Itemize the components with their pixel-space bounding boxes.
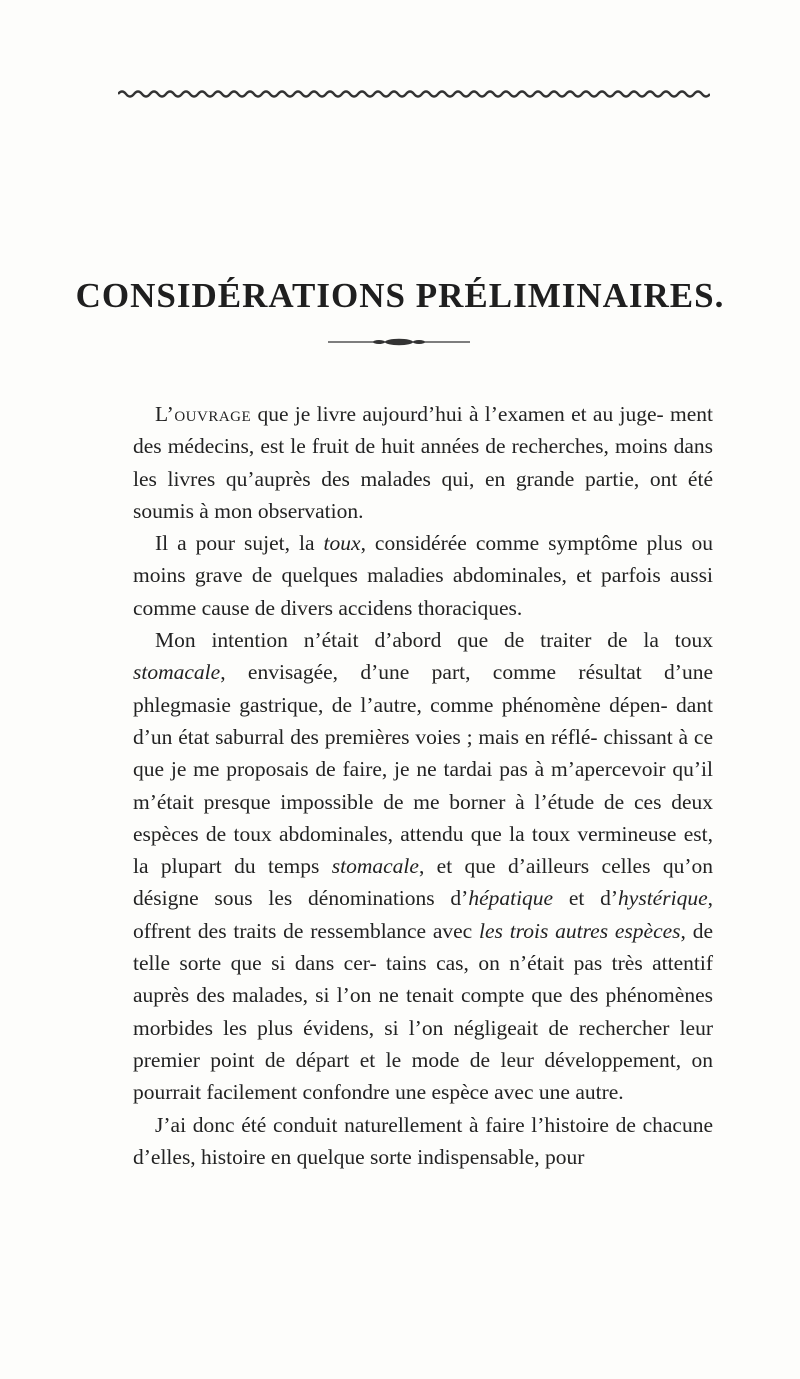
paragraph-text: que je livre aujourd’hui à l’examen et au juge- ment des médecins, est le fruit de huit années de recherches, moins dans les livres qu’auprès des malades qui, en grande partie, ont été soumis à mon observation. — [133, 402, 713, 523]
paragraph-lead: L’ouvrage — [155, 402, 252, 426]
emphasis: hystérique — [618, 886, 708, 911]
paragraph-4 — [133, 1109, 713, 1174]
paragraph-1 — [133, 398, 713, 527]
title-divider — [324, 337, 474, 347]
paragraph-text: J’ai donc été conduit naturellement à faire l’histoire de chacune d’elles, histoire en quelque sorte indispensable, pour — [133, 1112, 713, 1169]
body-text — [133, 398, 713, 1173]
paragraph-text: , et que d’ailleurs celles qu’on désigne sous les dénominations d’ — [133, 854, 713, 911]
page-title: CONSIDÉRATIONS PRÉLIMINAIRES. — [75, 276, 725, 315]
paragraph-3 — [133, 624, 713, 1108]
emphasis: les trois autres espèces — [479, 918, 681, 943]
paragraph-2 — [133, 527, 713, 624]
paragraph-text: Mon intention n’était d’abord que de traiter de la toux — [155, 628, 713, 653]
emphasis: stomacale — [331, 854, 419, 879]
header-ornament — [118, 86, 710, 100]
paragraph-text: Il a pour sujet, la — [155, 531, 324, 556]
paragraph-text: , offrent des traits de ressemblance avec — [133, 886, 713, 943]
paragraph-text: , envisagée, d’une part, comme résultat d’une phlegmasie gastrique, de l’autre, comme phénomène dépen- dant d’un état saburral des premières voies ; mais en réflé- chissant à ce que je me proposais de faire, je ne tardai pas à m’apercevoir qu’il m’était presque impossible de me borner à l’étude de ces deux espèces de toux abdominales, attendu que la toux vermineuse est, la plupart du temps — [133, 660, 713, 879]
paragraph-text: , de telle sorte que si dans cer- tains cas, on n’était pas très attentif auprès des malades, si l’on ne tenait compte que des phénomènes morbides les plus évidens, si l’on négligeait de rechercher leur premier point de départ et le mode de leur développement, on pourrait facilement confondre une espèce avec une autre. — [133, 918, 713, 1105]
emphasis: stomacale — [133, 660, 221, 685]
paragraph-text: , considérée comme symptôme plus ou moins grave de quelques maladies abdominales, et parfois aussi comme cause de divers accidens thoraciques. — [133, 531, 713, 620]
emphasis: toux — [323, 531, 361, 556]
paragraph-text: et d’ — [553, 886, 619, 911]
emphasis: hépatique — [468, 886, 554, 911]
